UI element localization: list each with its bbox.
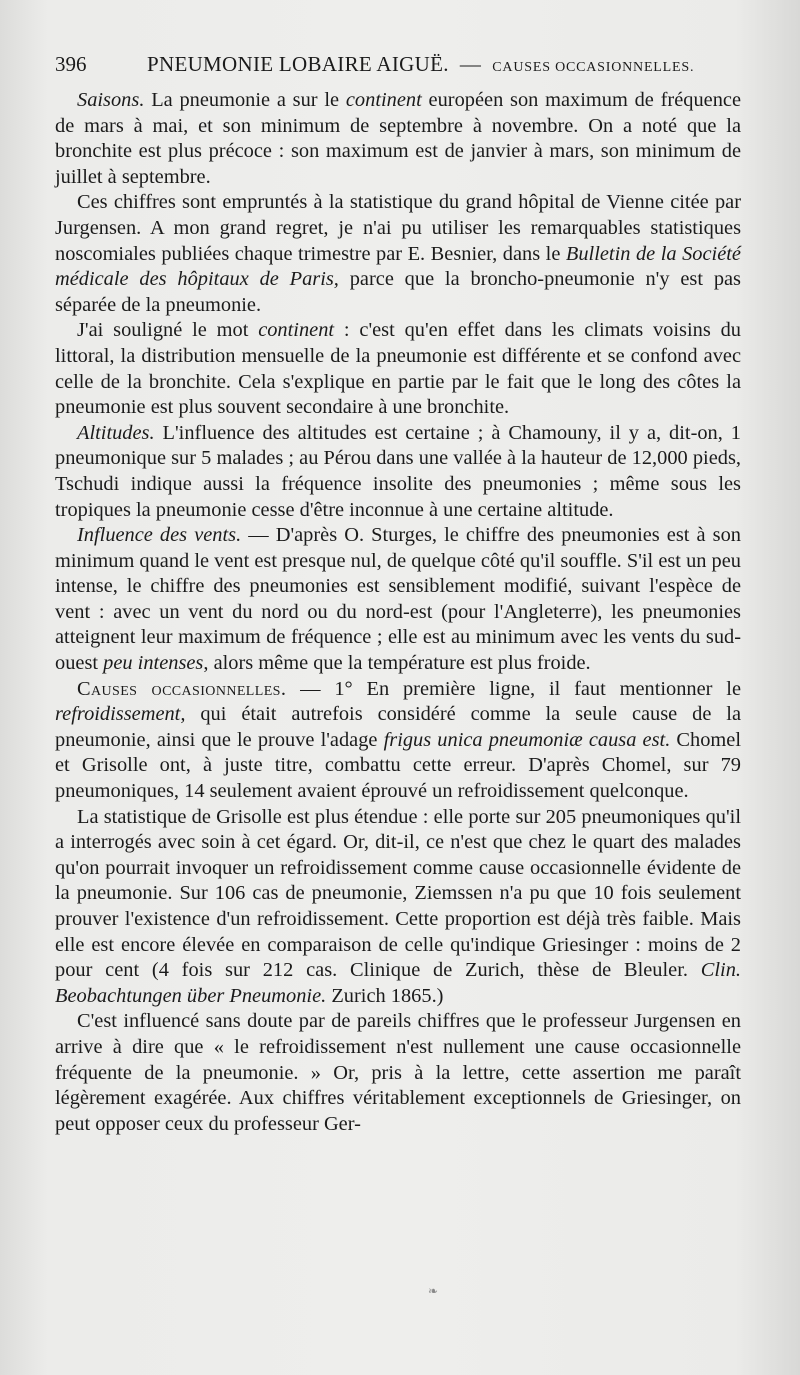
heading-saisons: Saisons. — [77, 89, 145, 111]
text-run: La statistique de Grisolle est plus étendue : elle porte sur 205 pneumoniques qu'il a interrogés avec soin à cet égard. Or, dit-il, ce n'est que chez le quart des malades qu'on pourrait invoquer un refroidissement comme cause occasionnelle évidente de la pneumonie. Sur 106 cas de pneumonie, Ziemssen n'a pu que 10 fois seulement prouver l'existence d'un refroidissement. Cette proportion est déjà très faible. Mais elle est encore élevée en comparaison de celle qu'indique Griesinger : moins de 2 pour cent (4 fois sur 212 cas. Clinique de Zurich, thèse de Bleuler. — [55, 805, 741, 982]
heading-causes-occasionnelles: Causes occasionnelles. — [77, 677, 287, 700]
running-header — [55, 52, 745, 82]
text-run: : c'est qu'en effet dans les climats voisins du littoral, la distribution mensuelle de la pneumonie est différente et se confond avec celle de la bronchite. Cela s'explique en partie par le fait que le long des côtes la pneumonie est plus souvent secondaire à une bronchite. — [55, 319, 741, 419]
emphasis-peu-intenses: peu intenses — [103, 652, 204, 675]
citation-bleuler: Clin. Beobachtungen über Pneumonie. — [55, 959, 741, 1007]
section-title: CAUSES OCCASIONNELLES. — [492, 60, 695, 75]
title-text: PNEUMONIE LOBAIRE AIGUË. — [147, 52, 449, 76]
paragraph-causes — [55, 677, 741, 805]
printer-mark-icon: ❧ — [428, 1284, 439, 1298]
text-run: européen son maximum de fréquence de mars à mai, et son minimum de septembre à novembre. On a noté que la bronchite est plus précoce : son maximum est de janvier à mars, son minimum de juillet à septembre. — [55, 89, 741, 188]
paragraph-saisons — [55, 88, 741, 190]
text-run: — 1° En première ligne, il faut mentionner le — [286, 677, 741, 700]
paragraph-continent — [55, 318, 741, 420]
emphasis-refroidissement: refroidissement, — [55, 703, 186, 726]
text-run: parce que la broncho-pneumonie n'y est pas séparée de la pneumonie. — [55, 268, 741, 316]
paragraph-chiffres — [55, 190, 741, 318]
citation-bulletin: Bulletin de la Société médicale des hôpitaux de Paris, — [55, 242, 741, 291]
heading-vents: Influence des vents. — [77, 524, 242, 547]
running-title — [147, 52, 694, 77]
text-run: — D'après O. Sturges, le chiffre des pneumonies est à son minimum quand le vent est presque nul, de quelque côté qu'il souffle. S'il est un peu intense, le chiffre des pneumonies est sensiblement modifié, suivant l'espèce de vent : avec un vent du nord ou du nord-est (pour l'Angleterre), les pneumonies atteignent leur maximum de fréquence ; elle est au minimum avec les vents du sud-ouest — [55, 524, 741, 675]
text-run: , alors même que la température est plus froide. — [203, 652, 591, 675]
paragraph-grisolle — [55, 805, 741, 1010]
paragraph-vents — [55, 523, 741, 677]
paragraph-jurgensen — [55, 1009, 741, 1137]
heading-altitudes: Altitudes. — [77, 421, 155, 444]
latin-adage: frigus unica pneumoniæ causa est. — [383, 728, 671, 751]
text-run: J'ai souligné le mot — [77, 319, 259, 342]
paragraph-altitudes — [55, 421, 741, 523]
page-number: 396 — [55, 52, 87, 76]
text-run: Chomel et Grisolle ont, à juste titre, combattu cette erreur. D'après Chomel, sur 79 pneumoniques, 14 seulement avaient éprouvé un refroidissement quelconque. — [55, 728, 741, 803]
title-dash: — — [459, 52, 482, 76]
text-run: Zurich 1865.) — [326, 984, 444, 1007]
text-run: Ces chiffres sont empruntés à la statistique du grand hôpital de Vienne citée par Jurgensen. A mon grand regret, je n'ai pu utiliser les remarquables statistiques noscomiales publiées chaque trimestre par E. Besnier, dans le — [55, 191, 741, 265]
emphasis-continent: continent — [345, 89, 422, 111]
emphasis-continent: continent — [258, 319, 335, 342]
text-run: qui était autrefois considéré comme la seule cause de la pneumonie, ainsi que le prouve l'adage — [55, 703, 741, 751]
body-text — [55, 88, 741, 1137]
text-run: La pneumonie a sur le — [144, 89, 346, 111]
text-run: C'est influencé sans doute par de pareils chiffres que le professeur Jurgensen en arrive à dire que « le refroidissement n'est nullement une cause occasionnelle fréquente de la pneumonie. » Or, pris à la lettre, cette assertion me paraît légèrement exagérée. Aux chiffres véritablement exceptionnels de Griesinger, on peut opposer ceux du professeur Ger- — [55, 1010, 741, 1135]
text-run: L'influence des altitudes est certaine ; à Chamouny, il y a, dit-on, 1 pneumonique sur 5 malades ; au Pérou dans une vallée à la hauteur de 12,000 pieds, Tschudi indique aussi la fréquence insolite des pneumonies ; même sous les tropiques la pneumonie cesse d'être inconnue à une certaine altitude. — [55, 421, 741, 521]
